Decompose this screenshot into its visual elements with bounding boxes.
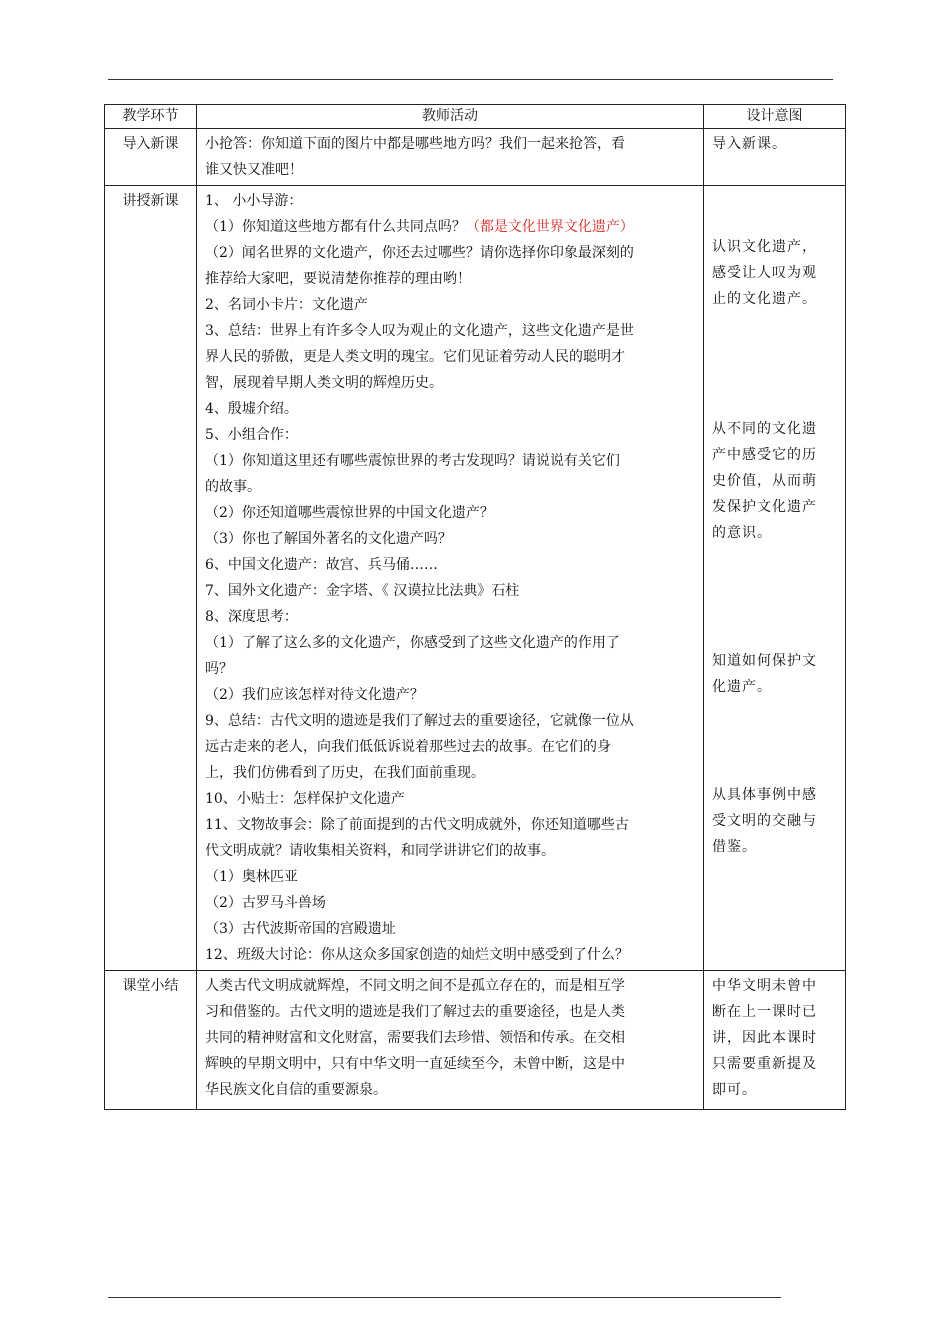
text-line: 华民族文化自信的重要源泉。 bbox=[205, 1082, 387, 1098]
text-line: 2、名词小卡片：文化遗产 bbox=[205, 297, 368, 313]
text-line: 代文明成就？请收集相关资料，和同学讲讲它们的故事。 bbox=[205, 843, 555, 859]
lecture-row bbox=[105, 186, 846, 971]
design-note-4: 从具体事例中感 受文明的交融与 借鉴。 bbox=[712, 787, 817, 855]
intro-stage: 导入新课 bbox=[105, 129, 197, 186]
lecture-design bbox=[704, 186, 846, 971]
intro-design: 导入新课。 bbox=[704, 129, 846, 186]
header-teacher-activity: 教师活动 bbox=[197, 105, 704, 129]
text-line: 1、 小小导游： bbox=[205, 193, 303, 209]
text-line: 5、小组合作： bbox=[205, 427, 298, 443]
question-text: （1）你知道这些地方都有什么共同点吗？ bbox=[205, 219, 466, 235]
summary-design: 中华文明未曾中 断在上一课时已 讲，因此本课时 只需要重新提及 即可。 bbox=[704, 971, 846, 1110]
answer-highlight: （都是文化世界文化遗产） bbox=[465, 219, 634, 235]
text-line: （2）闻名世界的文化遗产，你还去过哪些？请你选择你印象最深刻的 bbox=[205, 245, 634, 261]
summary-activity bbox=[197, 971, 704, 1110]
summary-stage: 课堂小结 bbox=[105, 971, 197, 1110]
text-line: 习和借鉴的。古代文明的遗迹是我们了解过去的重要途径，也是人类 bbox=[205, 1004, 625, 1020]
text-line: 的故事。 bbox=[205, 479, 261, 495]
text-line: 11、文物故事会：除了前面提到的古代文明成就外，你还知道哪些古 bbox=[205, 817, 629, 833]
design-note-3: 知道如何保护文 化遗产。 bbox=[712, 653, 817, 695]
text-line: 谁又快又准吧！ bbox=[205, 162, 303, 178]
text-line: 12、班级大讨论：你从这众多国家创造的灿烂文明中感受到了什么？ bbox=[205, 947, 629, 963]
intro-row bbox=[105, 129, 846, 186]
text-line: 共同的精神财富和文化财富，需要我们去珍惜、领悟和传承。在交相 bbox=[205, 1030, 625, 1046]
footer-rule bbox=[108, 1297, 781, 1298]
text-line: 10、小贴士：怎样保护文化遗产 bbox=[205, 791, 405, 807]
header-rule bbox=[108, 79, 833, 80]
text-line: 上，我们仿佛看到了历史，在我们面前重现。 bbox=[205, 765, 485, 781]
text-line: （1）了解了这么多的文化遗产，你感受到了这些文化遗产的作用了 bbox=[205, 635, 620, 651]
text-line: 智，展现着早期人类文明的辉煌历史。 bbox=[205, 375, 443, 391]
header-stage: 教学环节 bbox=[105, 105, 197, 129]
text-line: 4、殷墟介绍。 bbox=[205, 401, 298, 417]
text-line: 吗？ bbox=[205, 661, 233, 677]
header-design-intent: 设计意图 bbox=[704, 105, 846, 129]
text-line: 9、总结：古代文明的遗迹是我们了解过去的重要途径，它就像一位从 bbox=[205, 713, 634, 729]
text-line: 远古走来的老人，向我们低低诉说着那些过去的故事。在它们的身 bbox=[205, 739, 611, 755]
intro-activity bbox=[197, 129, 704, 186]
text-line: （2）你还知道哪些震惊世界的中国文化遗产？ bbox=[205, 505, 494, 521]
text-line: 8、深度思考： bbox=[205, 609, 298, 625]
text-line: 推荐给大家吧，要说清楚你推荐的理由哟！ bbox=[205, 271, 471, 287]
text-line: 6、中国文化遗产：故宫、兵马俑…… bbox=[205, 557, 438, 573]
table-header-row bbox=[105, 105, 846, 129]
summary-row bbox=[105, 971, 846, 1110]
text-line bbox=[205, 214, 699, 240]
lecture-activity bbox=[197, 186, 704, 971]
text-line: 小抢答：你知道下面的图片中都是哪些地方吗？我们一起来抢答，看 bbox=[205, 136, 625, 152]
lesson-plan-table bbox=[104, 104, 846, 1110]
text-line: 人类古代文明成就辉煌，不同文明之间不是孤立存在的，而是相互学 bbox=[205, 978, 625, 994]
text-line: 界人民的骄傲，更是人类文明的瑰宝。它们见证着劳动人民的聪明才 bbox=[205, 349, 625, 365]
design-note-2: 从不同的文化遗 产中感受它的历 史价值，从而萌 发保护文化遗产 的意识。 bbox=[712, 421, 817, 541]
text-line: 7、国外文化遗产：金字塔、《 汉谟拉比法典》石柱 bbox=[205, 583, 520, 599]
text-line: （3）你也了解国外著名的文化遗产吗？ bbox=[205, 531, 452, 547]
text-line: （1）奥林匹亚 bbox=[205, 869, 298, 885]
design-note-1: 认识文化遗产， 感受让人叹为观 止的文化遗产。 bbox=[712, 239, 817, 307]
text-line: 3、总结：世界上有许多令人叹为观止的文化遗产，这些文化遗产是世 bbox=[205, 323, 634, 339]
text-line: 辉映的早期文明中，只有中华文明一直延续至今，未曾中断，这是中 bbox=[205, 1056, 625, 1072]
text-line: （2）我们应该怎样对待文化遗产？ bbox=[205, 687, 424, 703]
text-line: （3）古代波斯帝国的宫殿遗址 bbox=[205, 921, 396, 937]
lecture-stage: 讲授新课 bbox=[105, 186, 197, 971]
text-line: （2）古罗马斗兽场 bbox=[205, 895, 326, 911]
text-line: （1）你知道这里还有哪些震惊世界的考古发现吗？请说说有关它们 bbox=[205, 453, 620, 469]
